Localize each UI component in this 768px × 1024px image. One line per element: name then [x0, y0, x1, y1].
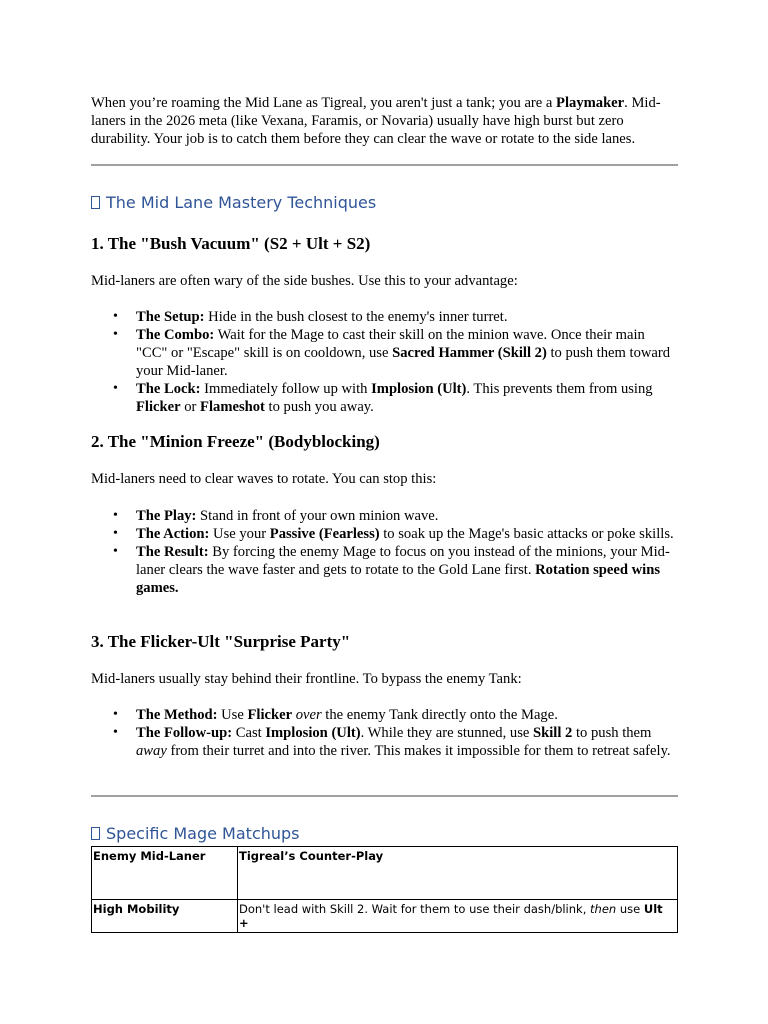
- item-bold: Rotation speed wins games.: [136, 562, 661, 596]
- item-text: By forcing the enemy Mage to focus on you instead of the minions, your Mid-laner clears the wave faster and gets to rotate to the Gold Lane first.: [136, 544, 670, 578]
- table-row: [92, 900, 678, 933]
- cell-text: use: [616, 902, 644, 916]
- item-label: The Method:: [136, 707, 218, 723]
- intro-text-end: . Mid-laners in the 2026 meta (like Vexana, Faramis, or Novaria) usually have high burst but zero durability. Your job is to catch them before they can clear the wave or rotate to the side lanes.: [91, 95, 661, 147]
- list-item: [91, 706, 678, 724]
- item-bold: Flicker: [247, 707, 293, 723]
- item-text: Immediately follow up with: [200, 381, 372, 397]
- item-label: The Follow-up:: [136, 725, 233, 741]
- intro-bold: Playmaker: [556, 95, 625, 111]
- item-italic: away: [136, 743, 167, 759]
- item-text: to push you away.: [264, 399, 374, 415]
- item-text: Wait for the Mage to cast their skill on the minion wave. Once their main "CC" or "Escape" skill is on cooldown, use: [136, 327, 645, 361]
- item-text: from their turret and into the river. This makes it impossible for them to retreat safely.: [166, 743, 671, 759]
- technique-1-title: 1. The "Bush Vacuum" (S2 + Ult + S2): [91, 234, 371, 253]
- cell-enemy: High Mobility: [93, 902, 180, 916]
- list-item: [91, 326, 678, 380]
- technique-3-lead: Mid-laners usually stay behind their frontline. To bypass the enemy Tank:: [91, 671, 522, 687]
- matchups-table: [91, 846, 678, 933]
- horizontal-rule: [91, 164, 678, 166]
- table-header-cell: [238, 847, 678, 900]
- item-bold: Flameshot: [200, 399, 265, 415]
- section-heading-matchups: [91, 824, 300, 844]
- item-text: Stand in front of your own minion wave.: [196, 508, 439, 524]
- technique-1-list: [91, 308, 678, 416]
- item-text: Use: [217, 707, 248, 723]
- horizontal-rule: [91, 795, 678, 797]
- item-bold: Implosion (Ult): [265, 725, 361, 741]
- item-text: Use your: [209, 526, 270, 542]
- intro-paragraph: [91, 94, 678, 148]
- technique-2-title: 2. The "Minion Freeze" (Bodyblocking): [91, 432, 380, 451]
- item-text: . This prevents them from using: [466, 381, 653, 397]
- item-bold: Passive (Fearless): [269, 526, 380, 542]
- item-bold: Flicker: [136, 399, 181, 415]
- item-label: The Result:: [136, 544, 209, 560]
- item-text: the enemy Tank directly onto the Mage.: [321, 707, 558, 723]
- item-text: Hide in the bush closest to the enemy's inner turret.: [204, 309, 508, 325]
- item-label: The Lock:: [136, 381, 201, 397]
- list-item: [91, 543, 678, 597]
- item-italic: over: [295, 707, 322, 723]
- list-item: [91, 507, 678, 525]
- item-text: . While they are stunned, use: [360, 725, 533, 741]
- emoji-placeholder-icon: [91, 196, 100, 209]
- item-bold: Skill 2: [533, 725, 573, 741]
- table-cell: [92, 900, 238, 933]
- technique-3-list: [91, 706, 678, 760]
- cell-bold: Ult +: [239, 902, 663, 930]
- table-header-cell: [92, 847, 238, 900]
- header-enemy: Enemy Mid-Laner: [93, 849, 206, 863]
- intro-text: When you’re roaming the Mid Lane as Tigreal, you aren't just a tank; you are a: [91, 95, 557, 111]
- cell-text: Don't lead with Skill 2. Wait for them to use their dash/blink,: [239, 902, 591, 916]
- list-item: [91, 308, 678, 326]
- item-label: The Action:: [136, 526, 210, 542]
- item-label: The Play:: [136, 508, 197, 524]
- item-label: The Setup:: [136, 309, 205, 325]
- section-heading-text: The Mid Lane Mastery Techniques: [106, 193, 377, 212]
- technique-2-lead: Mid-laners need to clear waves to rotate. You can stop this:: [91, 471, 437, 487]
- list-item: [91, 380, 678, 416]
- item-bold: Implosion (Ult): [371, 381, 467, 397]
- technique-3-title: 3. The Flicker-Ult "Surprise Party": [91, 632, 351, 651]
- item-text: to soak up the Mage's basic attacks or poke skills.: [379, 526, 674, 542]
- item-text: to push them: [572, 725, 652, 741]
- section-heading-text: Specific Mage Matchups: [106, 824, 300, 843]
- list-item: [91, 525, 678, 543]
- technique-2-list: [91, 507, 678, 597]
- header-counter: Tigreal’s Counter-Play: [239, 849, 384, 863]
- item-label: The Combo:: [136, 327, 215, 343]
- item-text: Cast: [232, 725, 266, 741]
- section-heading-techniques: [91, 193, 376, 213]
- cell-italic: then: [590, 902, 617, 916]
- item-bold: Sacred Hammer (Skill 2): [392, 345, 547, 361]
- table-cell: [238, 900, 678, 933]
- list-item: [91, 724, 678, 760]
- table-header-row: [92, 847, 678, 900]
- item-text: to push them toward your Mid-laner.: [136, 345, 671, 379]
- item-text: or: [180, 399, 201, 415]
- technique-1-lead: Mid-laners are often wary of the side bushes. Use this to your advantage:: [91, 273, 518, 289]
- emoji-placeholder-icon: [91, 827, 100, 840]
